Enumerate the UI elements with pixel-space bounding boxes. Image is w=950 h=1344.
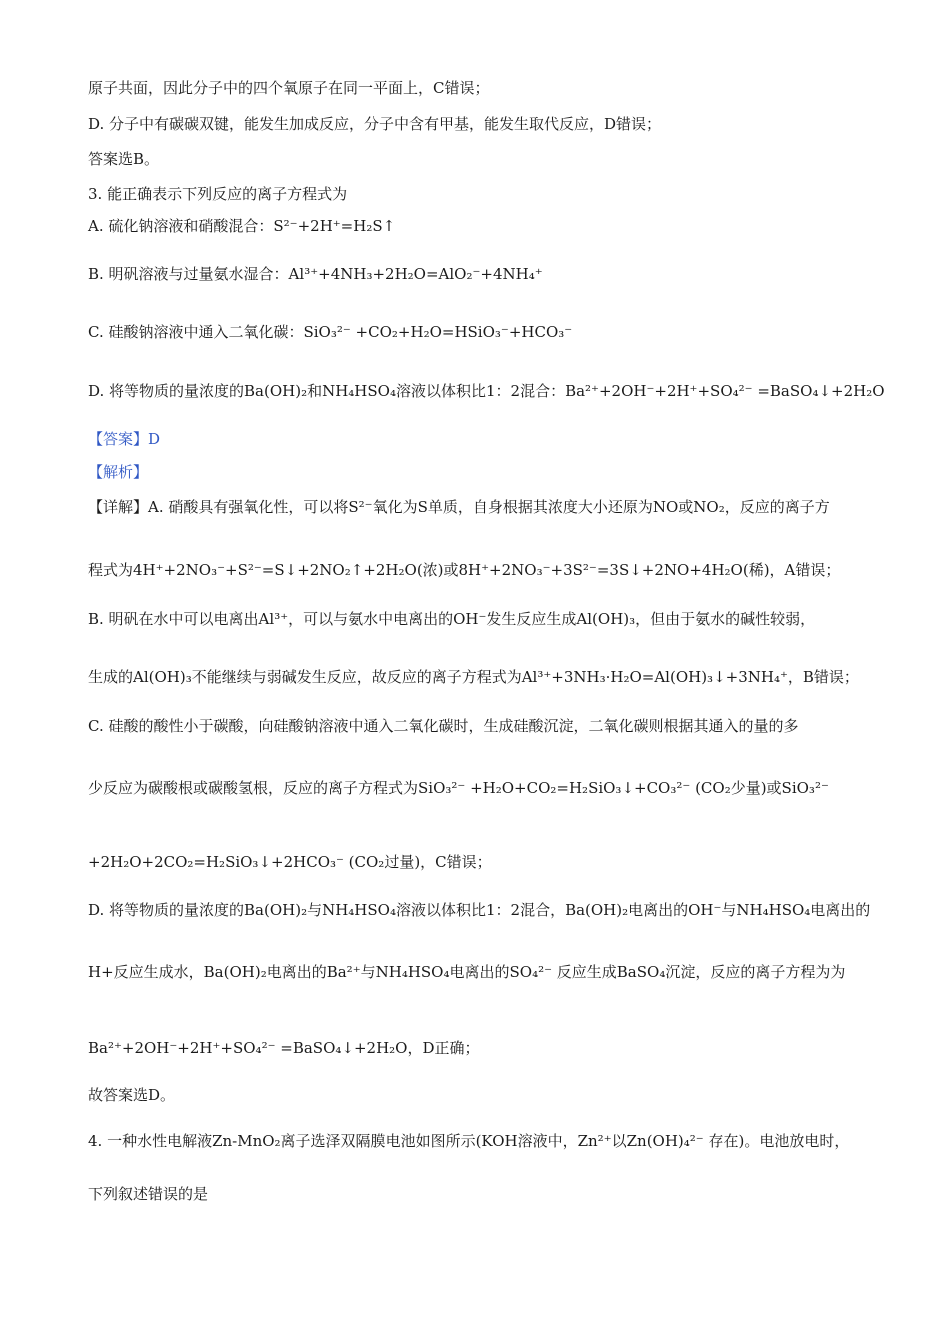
option-c: C. 硅酸钠溶液中通入二氧化碳：SiO₃²⁻ +CO₂+H₂O=HSiO₃⁻+HCO₃⁻: [88, 323, 573, 341]
option-b: B. 明矾溶液与过量氨水湿合：Al³⁺+4NH₃+2H₂O=AlO₂⁻+4NH₄⁺: [88, 265, 543, 283]
question-4-stem-line-1: 4. 一种水性电解液Zn-MnO₂离子选泽双隔膜电池如图所示(KOH溶液中，Zn²⁺以Zn(OH)₄²⁻ 存在)。电池放电时，: [88, 1132, 850, 1150]
analysis-label: 【解析】: [88, 463, 149, 481]
conclusion-line: 故答案选D。: [88, 1086, 176, 1104]
detail-d-line-1: D. 将等物质的量浓度的Ba(OH)₂与NH₄HSO₄溶液以体积比1：2混合，Ba(OH)₂电离出的OH⁻与NH₄HSO₄电离出的: [88, 901, 871, 919]
text-line-3: 答案选B。: [88, 150, 160, 168]
detail-c-line-1: C. 硅酸的酸性小于碳酸，向硅酸钠溶液中通入二氧化碳时，生成硅酸沉淀，二氧化碳则根据其通入的量的多: [88, 717, 799, 735]
detail-a-line-1: 【详解】A. 硝酸具有强氧化性，可以将S²⁻氧化为S单质，自身根据其浓度大小还原为NO或NO₂，反应的离子方: [88, 498, 830, 516]
detail-b-line-1: B. 明矾在水中可以电离出Al³⁺，可以与氨水中电离出的OH⁻发生反应生成Al(OH)₃，但由于氨水的碱性较弱，: [88, 610, 816, 628]
answer-label: 【答案】D: [88, 430, 161, 448]
option-a: A. 硫化钠溶液和硝酸混合：S²⁻+2H⁺=H₂S↑: [88, 217, 396, 235]
detail-c-line-3: +2H₂O+2CO₂=H₂SiO₃↓+2HCO₃⁻ (CO₂过量)，C错误；: [88, 853, 492, 871]
detail-d-line-3: Ba²⁺+2OH⁻+2H⁺+SO₄²⁻ =BaSO₄↓+2H₂O，D正确；: [88, 1039, 480, 1057]
text-line-1: 原子共面，因此分子中的四个氧原子在同一平面上，C错误；: [88, 79, 490, 97]
option-d: D. 将等物质的量浓度的Ba(OH)₂和NH₄HSO₄溶液以体积比1：2混合：Ba²⁺+2OH⁻+2H⁺+SO₄²⁻ =BaSO₄↓+2H₂O: [88, 382, 885, 400]
detail-b-line-2: 生成的Al(OH)₃不能继续与弱碱发生反应，故反应的离子方程式为Al³⁺+3NH₃·H₂O=Al(OH)₃↓+3NH₄⁺，B错误；: [88, 668, 859, 686]
detail-d-line-2: H+反应生成水，Ba(OH)₂电离出的Ba²⁺与NH₄HSO₄电离出的SO₄²⁻ 反应生成BaSO₄沉淀，反应的离子方程为为: [88, 963, 846, 981]
text-line-2: D. 分子中有碳碳双键，能发生加成反应，分子中含有甲基，能发生取代反应，D错误；: [88, 115, 662, 133]
question-3-stem: 3. 能正确表示下列反应的离子方程式为: [88, 185, 348, 203]
detail-a-line-2: 程式为4H⁺+2NO₃⁻+S²⁻=S↓+2NO₂↑+2H₂O(浓)或8H⁺+2NO₃⁻+3S²⁻=3S↓+2NO+4H₂O(稀)，A错误；: [88, 561, 841, 579]
detail-c-line-2: 少反应为碳酸根或碳酸氢根，反应的离子方程式为SiO₃²⁻ +H₂O+CO₂=H₂SiO₃↓+CO₃²⁻ (CO₂少量)或SiO₃²⁻: [88, 779, 829, 797]
question-4-stem-line-2: 下列叙述错误的是: [88, 1185, 209, 1203]
